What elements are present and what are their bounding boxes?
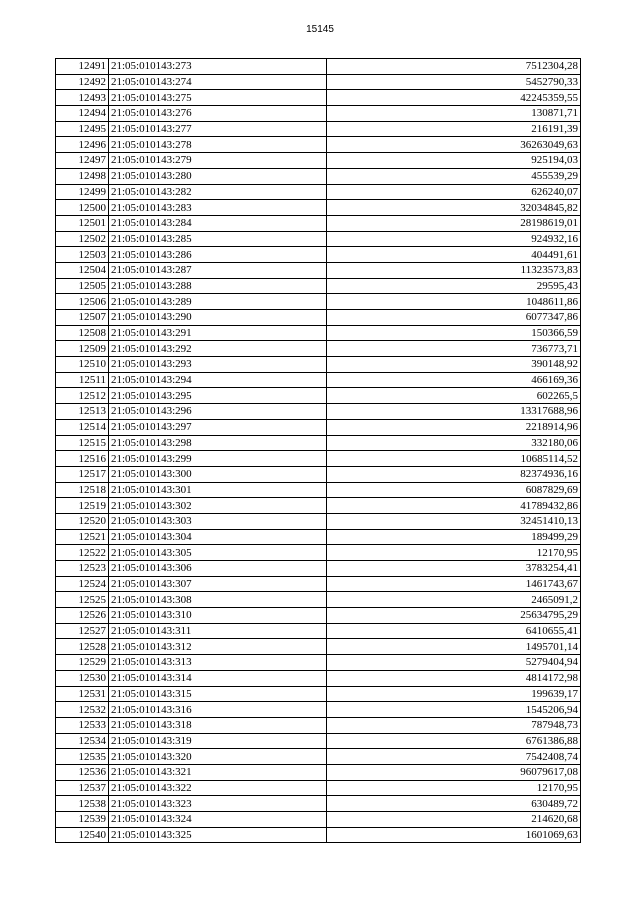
table-row [56, 482, 581, 498]
row-number-cell: 12502 [56, 231, 109, 247]
cadastral-number-cell: 21:05:010143:314 [109, 670, 327, 686]
table-row [56, 231, 581, 247]
cadastral-number-cell: 21:05:010143:283 [109, 200, 327, 216]
value-cell: 2465091,2 [327, 592, 581, 608]
table-row [56, 262, 581, 278]
table-row [56, 702, 581, 718]
cadastral-number-cell: 21:05:010143:296 [109, 404, 327, 420]
row-number-cell: 12536 [56, 764, 109, 780]
value-cell: 630489,72 [327, 796, 581, 812]
cadastral-number-cell: 21:05:010143:321 [109, 764, 327, 780]
cadastral-number-cell: 21:05:010143:322 [109, 780, 327, 796]
table-row [56, 655, 581, 671]
table-row [56, 74, 581, 90]
cadastral-number-cell: 21:05:010143:289 [109, 294, 327, 310]
cadastral-number-cell: 21:05:010143:295 [109, 388, 327, 404]
value-cell: 7512304,28 [327, 59, 581, 75]
value-cell: 32034845,82 [327, 200, 581, 216]
row-number-cell: 12500 [56, 200, 109, 216]
cadastral-number-cell: 21:05:010143:299 [109, 451, 327, 467]
table-row [56, 388, 581, 404]
value-cell: 1545206,94 [327, 702, 581, 718]
table-row [56, 513, 581, 529]
cadastral-number-cell: 21:05:010143:319 [109, 733, 327, 749]
value-cell: 36263049,63 [327, 137, 581, 153]
row-number-cell: 12507 [56, 310, 109, 326]
value-cell: 199639,17 [327, 686, 581, 702]
value-cell: 150366,59 [327, 325, 581, 341]
table-row [56, 670, 581, 686]
row-number-cell: 12517 [56, 466, 109, 482]
row-number-cell: 12533 [56, 717, 109, 733]
row-number-cell: 12509 [56, 341, 109, 357]
table-row [56, 341, 581, 357]
table-row [56, 404, 581, 420]
cadastral-number-cell: 21:05:010143:298 [109, 435, 327, 451]
value-cell: 6087829,69 [327, 482, 581, 498]
cadastral-number-cell: 21:05:010143:280 [109, 168, 327, 184]
cadastral-number-cell: 21:05:010143:305 [109, 545, 327, 561]
table-row [56, 137, 581, 153]
cadastral-number-cell: 21:05:010143:311 [109, 623, 327, 639]
value-cell: 1048611,86 [327, 294, 581, 310]
cadastral-number-cell: 21:05:010143:282 [109, 184, 327, 200]
table-row [56, 639, 581, 655]
cadastral-number-cell: 21:05:010143:297 [109, 419, 327, 435]
value-cell: 602265,5 [327, 388, 581, 404]
cadastral-number-cell: 21:05:010143:307 [109, 576, 327, 592]
table-row [56, 717, 581, 733]
value-cell: 924932,16 [327, 231, 581, 247]
table-row [56, 608, 581, 624]
row-number-cell: 12532 [56, 702, 109, 718]
registry-table [55, 58, 581, 843]
cadastral-number-cell: 21:05:010143:316 [109, 702, 327, 718]
cadastral-number-cell: 21:05:010143:300 [109, 466, 327, 482]
cadastral-number-cell: 21:05:010143:285 [109, 231, 327, 247]
cadastral-number-cell: 21:05:010143:273 [109, 59, 327, 75]
cadastral-number-cell: 21:05:010143:315 [109, 686, 327, 702]
row-number-cell: 12528 [56, 639, 109, 655]
row-number-cell: 12539 [56, 812, 109, 828]
cadastral-number-cell: 21:05:010143:291 [109, 325, 327, 341]
cadastral-number-cell: 21:05:010143:294 [109, 372, 327, 388]
table-row [56, 200, 581, 216]
cadastral-number-cell: 21:05:010143:320 [109, 749, 327, 765]
table-row [56, 90, 581, 106]
value-cell: 404491,61 [327, 247, 581, 263]
value-cell: 214620,68 [327, 812, 581, 828]
value-cell: 466169,36 [327, 372, 581, 388]
cadastral-number-cell: 21:05:010143:324 [109, 812, 327, 828]
value-cell: 130871,71 [327, 106, 581, 122]
cadastral-number-cell: 21:05:010143:288 [109, 278, 327, 294]
row-number-cell: 12524 [56, 576, 109, 592]
table-row [56, 561, 581, 577]
row-number-cell: 12501 [56, 215, 109, 231]
value-cell: 7542408,74 [327, 749, 581, 765]
value-cell: 455539,29 [327, 168, 581, 184]
table-row [56, 498, 581, 514]
value-cell: 626240,07 [327, 184, 581, 200]
table-row [56, 372, 581, 388]
row-number-cell: 12491 [56, 59, 109, 75]
row-number-cell: 12538 [56, 796, 109, 812]
row-number-cell: 12503 [56, 247, 109, 263]
registry-table-body [56, 59, 581, 843]
cadastral-number-cell: 21:05:010143:276 [109, 106, 327, 122]
row-number-cell: 12505 [56, 278, 109, 294]
table-row [56, 780, 581, 796]
value-cell: 189499,29 [327, 529, 581, 545]
row-number-cell: 12527 [56, 623, 109, 639]
table-row [56, 623, 581, 639]
row-number-cell: 12510 [56, 357, 109, 373]
value-cell: 25634795,29 [327, 608, 581, 624]
table-row [56, 294, 581, 310]
value-cell: 2218914,96 [327, 419, 581, 435]
value-cell: 96079617,08 [327, 764, 581, 780]
row-number-cell: 12518 [56, 482, 109, 498]
cadastral-number-cell: 21:05:010143:279 [109, 153, 327, 169]
row-number-cell: 12521 [56, 529, 109, 545]
cadastral-number-cell: 21:05:010143:318 [109, 717, 327, 733]
table-row [56, 529, 581, 545]
value-cell: 12170,95 [327, 545, 581, 561]
table-row [56, 733, 581, 749]
table-row [56, 592, 581, 608]
table-row [56, 749, 581, 765]
cadastral-number-cell: 21:05:010143:302 [109, 498, 327, 514]
row-number-cell: 12537 [56, 780, 109, 796]
value-cell: 5279404,94 [327, 655, 581, 671]
value-cell: 3783254,41 [327, 561, 581, 577]
cadastral-number-cell: 21:05:010143:304 [109, 529, 327, 545]
row-number-cell: 12508 [56, 325, 109, 341]
cadastral-number-cell: 21:05:010143:286 [109, 247, 327, 263]
table-row [56, 310, 581, 326]
row-number-cell: 12535 [56, 749, 109, 765]
table-row [56, 184, 581, 200]
row-number-cell: 12499 [56, 184, 109, 200]
cadastral-number-cell: 21:05:010143:308 [109, 592, 327, 608]
value-cell: 28198619,01 [327, 215, 581, 231]
table-row [56, 357, 581, 373]
cadastral-number-cell: 21:05:010143:310 [109, 608, 327, 624]
value-cell: 4814172,98 [327, 670, 581, 686]
value-cell: 332180,06 [327, 435, 581, 451]
value-cell: 42245359,55 [327, 90, 581, 106]
row-number-cell: 12512 [56, 388, 109, 404]
row-number-cell: 12493 [56, 90, 109, 106]
value-cell: 5452790,33 [327, 74, 581, 90]
cadastral-number-cell: 21:05:010143:290 [109, 310, 327, 326]
row-number-cell: 12519 [56, 498, 109, 514]
cadastral-number-cell: 21:05:010143:323 [109, 796, 327, 812]
table-row [56, 106, 581, 122]
value-cell: 6077347,86 [327, 310, 581, 326]
row-number-cell: 12523 [56, 561, 109, 577]
cadastral-number-cell: 21:05:010143:301 [109, 482, 327, 498]
cadastral-number-cell: 21:05:010143:287 [109, 262, 327, 278]
row-number-cell: 12506 [56, 294, 109, 310]
table-row [56, 796, 581, 812]
value-cell: 736773,71 [327, 341, 581, 357]
table-row [56, 545, 581, 561]
row-number-cell: 12529 [56, 655, 109, 671]
value-cell: 6410655,41 [327, 623, 581, 639]
cadastral-number-cell: 21:05:010143:325 [109, 827, 327, 843]
cadastral-number-cell: 21:05:010143:277 [109, 121, 327, 137]
value-cell: 12170,95 [327, 780, 581, 796]
value-cell: 13317688,96 [327, 404, 581, 420]
row-number-cell: 12540 [56, 827, 109, 843]
table-row [56, 278, 581, 294]
value-cell: 216191,39 [327, 121, 581, 137]
table-row [56, 121, 581, 137]
row-number-cell: 12513 [56, 404, 109, 420]
row-number-cell: 12494 [56, 106, 109, 122]
value-cell: 1461743,67 [327, 576, 581, 592]
table-row [56, 576, 581, 592]
row-number-cell: 12522 [56, 545, 109, 561]
cadastral-number-cell: 21:05:010143:278 [109, 137, 327, 153]
cadastral-number-cell: 21:05:010143:303 [109, 513, 327, 529]
table-row [56, 247, 581, 263]
table-row [56, 827, 581, 843]
row-number-cell: 12526 [56, 608, 109, 624]
table-row [56, 466, 581, 482]
row-number-cell: 12496 [56, 137, 109, 153]
table-row [56, 59, 581, 75]
value-cell: 1495701,14 [327, 639, 581, 655]
value-cell: 41789432,86 [327, 498, 581, 514]
table-row [56, 153, 581, 169]
table-row [56, 812, 581, 828]
row-number-cell: 12492 [56, 74, 109, 90]
cadastral-number-cell: 21:05:010143:284 [109, 215, 327, 231]
cadastral-number-cell: 21:05:010143:293 [109, 357, 327, 373]
row-number-cell: 12514 [56, 419, 109, 435]
row-number-cell: 12531 [56, 686, 109, 702]
cadastral-number-cell: 21:05:010143:306 [109, 561, 327, 577]
table-row [56, 435, 581, 451]
value-cell: 10685114,52 [327, 451, 581, 467]
row-number-cell: 12511 [56, 372, 109, 388]
row-number-cell: 12504 [56, 262, 109, 278]
cadastral-number-cell: 21:05:010143:313 [109, 655, 327, 671]
value-cell: 787948,73 [327, 717, 581, 733]
row-number-cell: 12520 [56, 513, 109, 529]
value-cell: 925194,03 [327, 153, 581, 169]
table-row [56, 686, 581, 702]
row-number-cell: 12515 [56, 435, 109, 451]
value-cell: 82374936,16 [327, 466, 581, 482]
page-number: 15145 [306, 24, 334, 35]
value-cell: 11323573,83 [327, 262, 581, 278]
row-number-cell: 12534 [56, 733, 109, 749]
cadastral-number-cell: 21:05:010143:274 [109, 74, 327, 90]
row-number-cell: 12516 [56, 451, 109, 467]
row-number-cell: 12498 [56, 168, 109, 184]
value-cell: 390148,92 [327, 357, 581, 373]
table-row [56, 325, 581, 341]
table-row [56, 168, 581, 184]
value-cell: 1601069,63 [327, 827, 581, 843]
cadastral-number-cell: 21:05:010143:275 [109, 90, 327, 106]
row-number-cell: 12525 [56, 592, 109, 608]
value-cell: 29595,43 [327, 278, 581, 294]
table-row [56, 451, 581, 467]
row-number-cell: 12495 [56, 121, 109, 137]
row-number-cell: 12497 [56, 153, 109, 169]
value-cell: 6761386,88 [327, 733, 581, 749]
table-row [56, 215, 581, 231]
value-cell: 32451410,13 [327, 513, 581, 529]
cadastral-number-cell: 21:05:010143:292 [109, 341, 327, 357]
table-row [56, 419, 581, 435]
row-number-cell: 12530 [56, 670, 109, 686]
cadastral-number-cell: 21:05:010143:312 [109, 639, 327, 655]
table-row [56, 764, 581, 780]
